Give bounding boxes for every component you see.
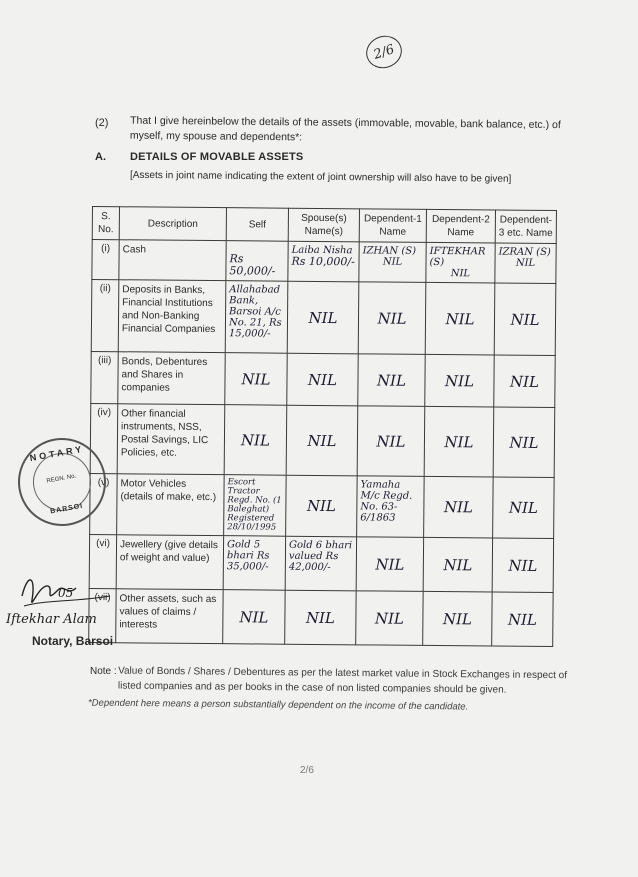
header-dependent-1: Dependent-1 Name	[359, 209, 426, 243]
cell-spouse: NIL	[287, 281, 359, 354]
row-description: Cash	[119, 240, 226, 281]
cell-dependent-2: NIL	[425, 354, 494, 407]
row-number: (ii)	[91, 280, 119, 352]
cell-dependent-1: NIL	[356, 537, 423, 592]
header-dependent-2: Dependent-2 Name	[426, 209, 495, 243]
cell-dependent-2: NIL	[424, 406, 494, 477]
cell-self	[226, 241, 288, 282]
section-letter: A.	[95, 151, 106, 163]
cell-spouse-value: Rs 10,000/-	[291, 254, 355, 269]
signature-name: Iftekhar Alam	[6, 612, 97, 627]
row-description: Other financial instruments, NSS, Postal Savings, LIC Policies, etc.	[117, 404, 225, 475]
cell-spouse: Gold 6 bhari valued Rs 42,000/-	[285, 536, 356, 591]
cell-dependent-1: NIL	[357, 406, 425, 477]
header-sno: S. No.	[92, 207, 119, 240]
row-number: (vii)	[89, 588, 116, 642]
row-number: (iv)	[90, 403, 118, 473]
table-row	[89, 534, 553, 592]
table-header-row	[92, 207, 556, 244]
cell-self: NIL	[223, 590, 285, 645]
stamp-middle-text: REGN. No.	[46, 473, 77, 485]
cell-dependent-3	[495, 243, 556, 284]
dependent-1-name: IZHAN (S)	[362, 245, 417, 257]
cell-self: NIL	[225, 353, 287, 406]
row-number: (iii)	[91, 351, 118, 403]
cell-spouse	[288, 241, 359, 282]
cell-dependent-1-value: NIL	[382, 256, 403, 268]
cell-dependent-3-value: NIL	[515, 257, 536, 269]
dependent-3-name: IZRAN (S)	[498, 246, 551, 259]
cell-dependent-1: Yamaha M/c Regd. No. 63-6/1863	[357, 476, 425, 538]
cell-dependent-3: NIL	[494, 355, 555, 408]
spouse-name: Laiba Nisha	[291, 244, 353, 257]
row-description: Jewellery (give details of weight and value)	[116, 535, 223, 590]
page-footer: 2/6	[300, 765, 314, 776]
cell-dependent-1: NIL	[358, 354, 425, 407]
page-mark	[362, 31, 406, 73]
paragraph-text: That I give hereinbelow the details of the assets (immovable, movable, bank balance, etc.) of myself, my spouse and dependents*:	[129, 114, 561, 144]
stamp-top-text: NOTARY	[29, 443, 85, 464]
table-row	[90, 473, 555, 538]
table-row	[89, 588, 553, 646]
cell-spouse: NIL	[287, 353, 358, 406]
row-description: Deposits in Banks, Financial Institutions and Non-Banking Financial Companies	[118, 280, 226, 353]
movable-assets-table	[88, 206, 557, 647]
section-heading: DETAILS OF MOVABLE ASSETS	[130, 151, 304, 163]
notary-label: Notary, Barsoi	[32, 634, 114, 648]
signature-date: 05	[58, 586, 74, 600]
footnote: *Dependent here means a person substantially dependent on the income of the candidate.	[87, 697, 469, 713]
table-row	[92, 240, 556, 284]
cell-spouse: NIL	[285, 590, 356, 645]
paragraph-number: (2)	[95, 117, 109, 129]
stamp-bottom-text: BARSOI	[49, 502, 84, 516]
cell-dependent-2: NIL	[423, 591, 492, 646]
cell-dependent-2-value: NIL	[450, 268, 471, 280]
cell-dependent-2	[426, 242, 495, 283]
cell-dependent-2: NIL	[425, 282, 495, 355]
header-description: Description	[119, 207, 226, 241]
cell-dependent-3: NIL	[494, 283, 556, 356]
header-self: Self	[226, 208, 288, 242]
row-description: Bonds, Debentures and Shares in companies	[118, 352, 225, 405]
cell-dependent-3: NIL	[493, 407, 555, 478]
cell-dependent-3: NIL	[493, 477, 555, 539]
cell-dependent-3: NIL	[492, 592, 553, 647]
row-description: Other assets, such as values of claims / interests	[116, 589, 223, 644]
cell-dependent-3: NIL	[492, 538, 553, 593]
cell-dependent-2: NIL	[424, 476, 494, 538]
section-note: [Assets in joint name indicating the extent of joint ownership will also have to be given]	[129, 169, 512, 185]
row-number: (vi)	[89, 534, 116, 588]
table-row	[91, 280, 556, 356]
cell-self: NIL	[224, 405, 287, 476]
table-row	[90, 403, 555, 477]
dependent-2-name: IFTEKHAR (S)	[429, 245, 486, 269]
header-spouse: Spouse(s) Name(s)	[288, 208, 359, 242]
cell-spouse: NIL	[286, 405, 358, 476]
row-number: (v)	[90, 473, 118, 534]
row-description: Motor Vehicles (details of make, etc.)	[117, 474, 225, 536]
note-lead: Note :	[90, 666, 117, 677]
note-text: Value of Bonds / Shares / Debentures as per the latest market value in Stock Exchanges in respect of listed companies and as per books in the case of non listed companies should be given.	[117, 665, 568, 696]
header-dependent-3: Dependent-3 etc. Name	[495, 210, 556, 244]
cell-self: Gold 5 bhari Rs 35,000/-	[223, 536, 285, 591]
cell-dependent-1: NIL	[358, 282, 426, 355]
cell-dependent-1: NIL	[356, 591, 423, 646]
cell-self: Allahabad Bank, Barsoi A/c No. 21, Rs 15,000/-	[225, 281, 288, 354]
cell-spouse: NIL	[286, 475, 358, 537]
table-row	[91, 351, 555, 407]
cell-dependent-2: NIL	[423, 537, 492, 592]
cell-self-value: Rs 50,000/-	[229, 252, 276, 278]
page-mark-text: 2/6	[371, 41, 397, 63]
row-number: (i)	[92, 240, 119, 280]
cell-self: Escort Tractor Regd. No. (1 Baleghat) Registered 28/10/1995	[224, 475, 287, 537]
cell-dependent-1	[359, 242, 426, 283]
